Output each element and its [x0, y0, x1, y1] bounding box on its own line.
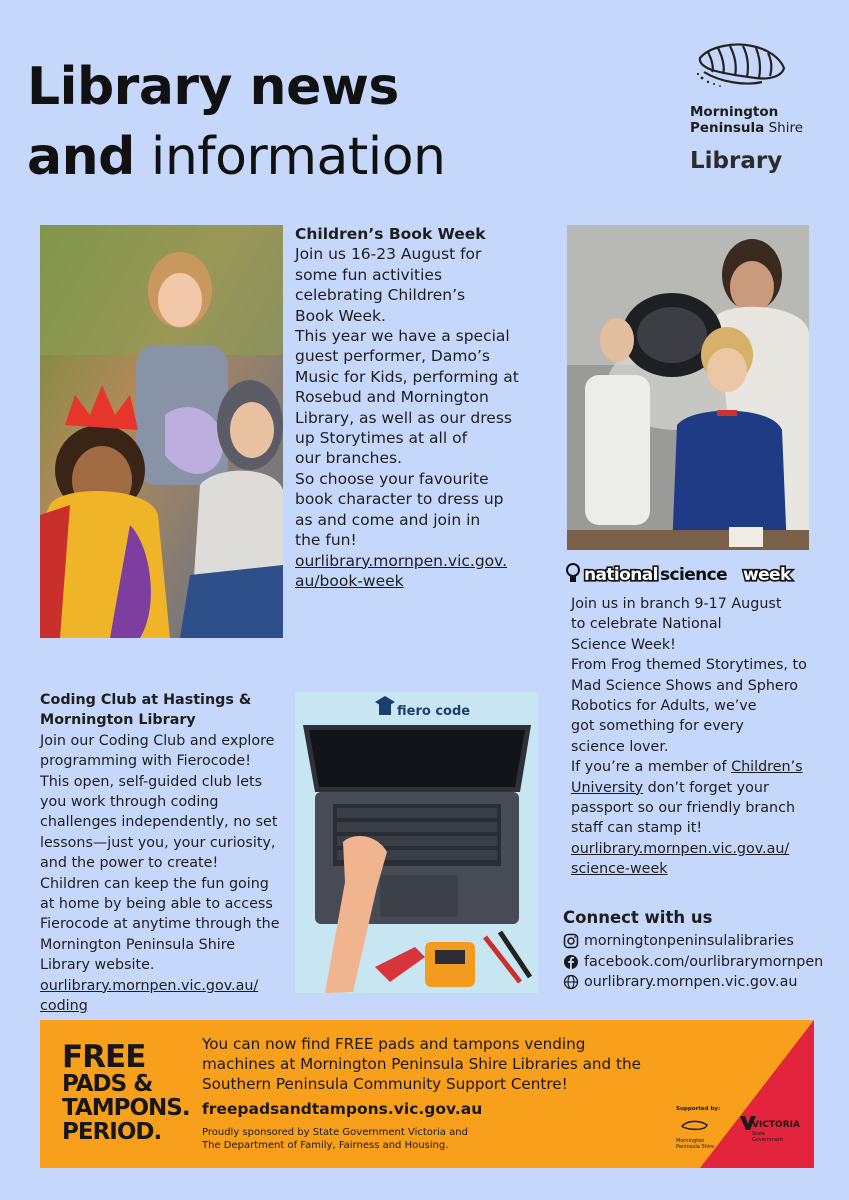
book-week-heading: Children’s Book Week: [295, 225, 486, 243]
instagram-row[interactable]: [563, 931, 833, 952]
banner-url[interactable]: freepadsandtampons.vic.gov.au: [202, 1100, 483, 1118]
science-week-link[interactable]: ourlibrary.mornpen.vic.gov.au/ science-week: [571, 840, 790, 878]
title-and: and: [27, 127, 135, 187]
connect-heading: Connect with us: [563, 908, 713, 927]
shire-shell-icon: [680, 1118, 710, 1136]
coding-club-photo: [295, 692, 538, 993]
book-week-link[interactable]: ourlibrary.mornpen.vic.gov. au/book-week: [295, 551, 508, 590]
science-week-logo: [566, 561, 806, 585]
shell-icon: [690, 36, 790, 96]
science-week-membership: If you’re a member of Children’s University don’t forget your passport so our friendly branch staff can stamp it!: [571, 759, 803, 837]
coding-club-heading: Coding Club at Hastings & Mornington Library: [40, 692, 252, 729]
website-row[interactable]: [563, 972, 833, 993]
title-line-1: Library news: [27, 57, 399, 117]
library-wordmark: Library: [690, 148, 783, 174]
supported-by: Supported by:: [676, 1106, 721, 1112]
library-logo: [690, 36, 810, 174]
page-title: [27, 52, 446, 192]
free-pads-wordmark: FREE PADS & TAMPONS. PERIOD.: [62, 1039, 190, 1145]
book-week-body: Join us 16-23 August for some fun activities celebrating Children’s Book Week. This year we have a special guest performer, Damo’s Music for Kids, performing at Rosebud and Mornington Library, as well as our dress up Storytimes at all of our branches. So choose your favourite book character to dress up as and come and join in the fun!: [295, 245, 519, 550]
globe-icon: [563, 974, 579, 990]
coding-club-body: Join our Coding Club and explore programming with Fierocode! This open, self-guided club lets you work through coding challenges independently, no set lessons—just you, your curiosity, and the power to create! Children can keep the fun going at home by being able to access Fierocode at anytime through the Mornington Peninsula Shire Library website.: [40, 732, 280, 974]
childrens-university-link[interactable]: Children’s: [731, 759, 803, 776]
svg-text:fiero code: fiero code: [397, 704, 471, 719]
svg-text:science: science: [660, 565, 728, 585]
book-week-section: [295, 224, 535, 591]
facebook-url: facebook.com/ourlibrarymornpen: [584, 953, 824, 970]
childrens-university-link-2[interactable]: University: [571, 779, 644, 796]
banner-sponsor: Proudly sponsored by State Government Victoria and The Department of Family, Fairness and Housing.: [202, 1127, 468, 1151]
instagram-icon: [563, 933, 579, 949]
svg-text:national: national: [584, 565, 658, 585]
connect-section: [563, 908, 833, 993]
book-week-photo: [40, 225, 283, 638]
title-information: information: [134, 127, 446, 187]
facebook-icon: [563, 954, 579, 970]
coding-club-section: [40, 690, 290, 1017]
science-week-body: Join us in branch 9-17 August to celebrate National Science Week! From Frog themed Storytimes, to Mad Science Shows and Sphero Robotics for Adults, we’ve got something for every science lover.: [571, 596, 807, 755]
svg-text:week: week: [743, 565, 791, 585]
shire-small-label: Mornington Peninsula Shire: [676, 1138, 715, 1150]
facebook-row[interactable]: [563, 952, 833, 973]
free-pads-banner: [40, 1020, 814, 1168]
org-name: Mornington Peninsula Shire: [690, 104, 804, 136]
banner-message: You can now find FREE pads and tampons vending machines at Mornington Peninsula Shire Libraries and the Southern Peninsula Community Support Centre!: [202, 1035, 641, 1093]
lightbulb-icon: [567, 564, 579, 582]
coding-club-link[interactable]: ourlibrary.mornpen.vic.gov.au/ coding: [40, 977, 259, 1015]
website-url: ourlibrary.mornpen.vic.gov.au: [584, 974, 798, 991]
science-week-section: [571, 594, 816, 880]
victoria-label: VICTORIA: [752, 1120, 800, 1130]
science-week-photo: [567, 225, 809, 550]
instagram-handle: morningtonpeninsulalibraries: [584, 933, 794, 949]
victoria-sub-label: State Government: [752, 1131, 784, 1143]
